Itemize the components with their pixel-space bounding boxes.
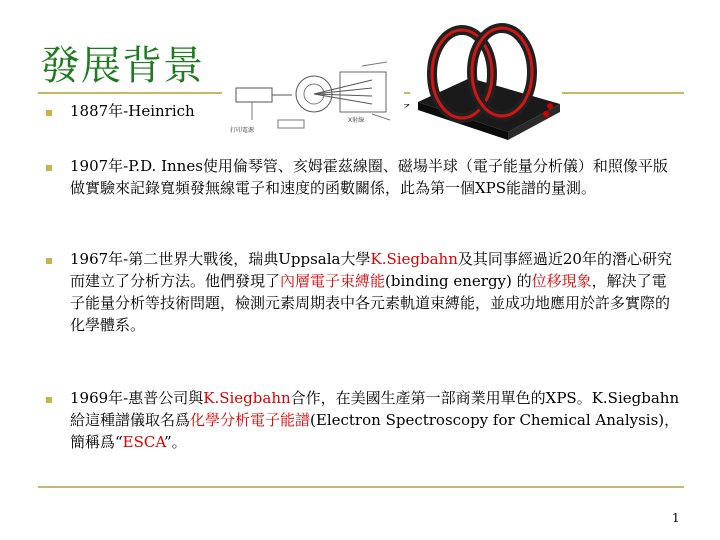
- bullet-marker: [46, 110, 52, 116]
- bullet-1967: [70, 248, 680, 336]
- bullet-1907: 1907年-P.D. Innes使用倫琴管、亥姆霍茲線圈、磁場半球（電子能量分析儀）和照像平版做實驗來記錄寬頻發無線電子和速度的函數關係，此為第一個XPS能譜的量測。: [70, 157, 668, 197]
- page-number: 1: [672, 511, 680, 525]
- bullet-1967-part: (binding energy) 的: [385, 272, 532, 290]
- bullet-1967-highlight: K.Siegbahn: [370, 250, 458, 268]
- footer-divider: [38, 486, 684, 488]
- bullet-1969-highlight: ESCA: [122, 433, 165, 451]
- bullet-1969-part: ”。: [164, 433, 187, 451]
- bullet-1967-part: 及其同事經過近20年的潛心研究而建立了分析方法。他們發現了: [70, 250, 672, 290]
- diagram-label-xray: X射線: [348, 117, 365, 124]
- bullet-1969-highlight: 化學分析電子能譜: [190, 411, 311, 429]
- bullet-1967-highlight: 位移現象: [531, 272, 592, 290]
- bullet-1969-highlight: K.Siegbahn: [203, 389, 291, 407]
- bullet-1967-highlight: 內層電子束縛能: [280, 272, 386, 290]
- helmholtz-coil-photo: [410, 14, 562, 144]
- bullet-1969-part: 1969年-惠普公司與: [70, 389, 204, 407]
- bullet-marker: [46, 165, 52, 171]
- bullet-marker: [46, 397, 52, 403]
- bullet-1967-part: 1967年-第二世界大戰後，瑞典Uppsala大學: [70, 250, 371, 268]
- bullet-1969: [70, 387, 680, 453]
- slide-title: 發展背景: [40, 43, 204, 89]
- bullet-1969-part: (Electron Spectroscopy for Chemical Analysis)，簡稱爲“: [70, 411, 680, 451]
- bullet-1887-text: 1887年-Heinrich: [70, 102, 195, 120]
- bullet-1967-part: ，解決了電子能量分析等技術問題，檢測元素周期表中各元素軌道束縛能，並成功地應用於許多實際的化學體系。: [70, 272, 671, 334]
- bullet-marker: [46, 258, 52, 264]
- diagram-label-power: 打印電源: [230, 127, 255, 134]
- bullet-1969-part: 合作，在美國生產第一部商業用單色的XPS。K.Siegbahn給這種譜儀取名爲: [70, 389, 680, 429]
- xps-apparatus-diagram: [222, 58, 404, 136]
